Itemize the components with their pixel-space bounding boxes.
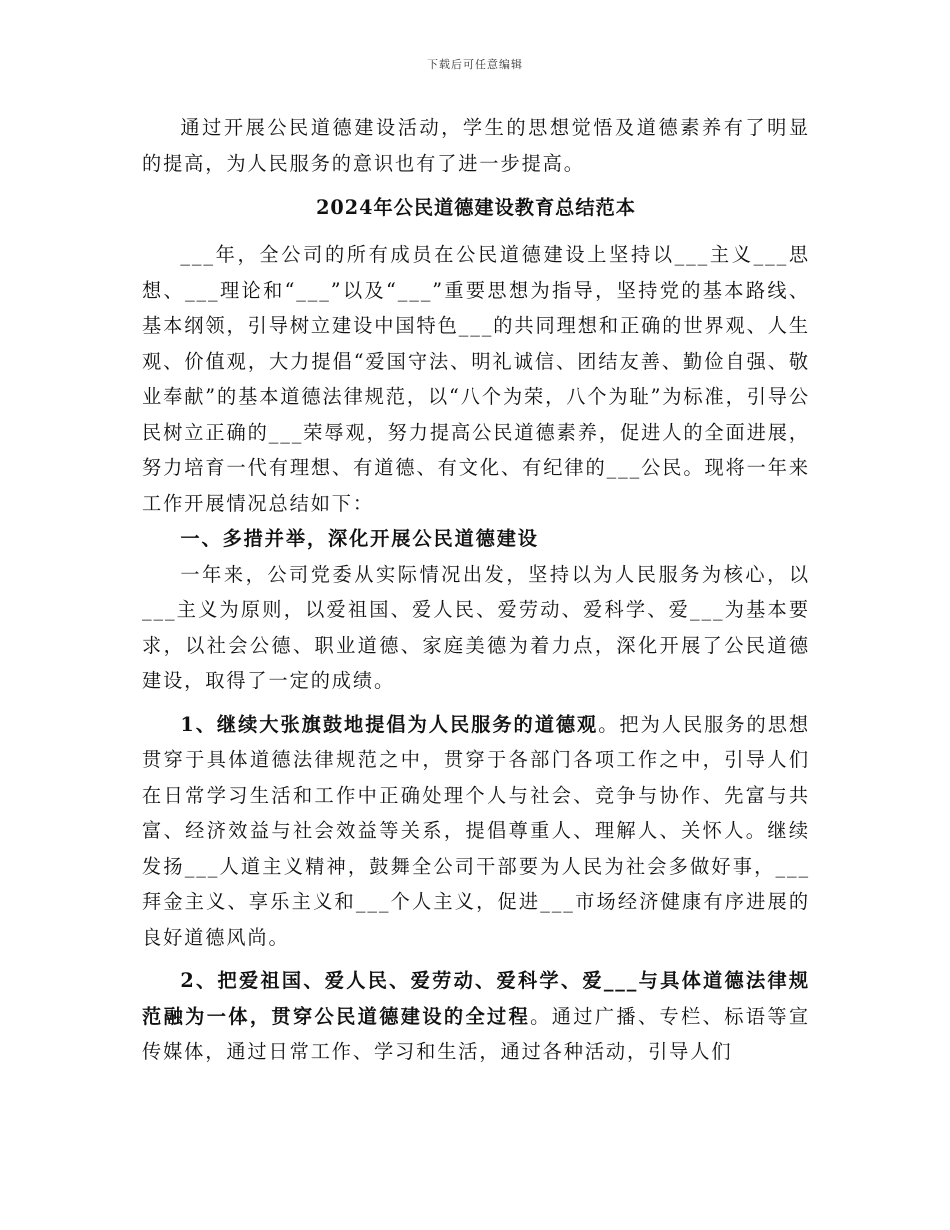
item-1-paragraph: [142, 707, 810, 956]
document-title: 2024年公民道德建设教育总结范本: [316, 196, 636, 219]
opening-paragraph: ___年，全公司的所有成员在公民道德建设上坚持以___主义___思想、___理论和“___”以及“___”重要思想为指导，坚持党的基本路线、基本纲领，引导树立建设中国特色___的共同理想和正确的世界观、人生观、价值观，大力提倡“爱国守法、明礼诚信、团结友善、勤俭自强、敬业奉献”的基本道德法律规范，以“八个为荣，八个为耻”为标准，引导公民树立正确的___荣辱观，努力提高公民道德素养，促进人的全面进展，努力培育一代有理想、有道德、有文化、有纪律的___公民。现将一年来工作开展情况总结如下：: [142, 243, 810, 515]
item-2-paragraph: [142, 963, 810, 1070]
intro-paragraph: 通过开展公民道德建设活动，学生的思想觉悟及道德素养有了明显的提高，为人民服务的意识也有了进一步提高。: [142, 116, 810, 175]
item-2-lead: 2、把爱祖国、爱人民、爱劳动、爱科学、爱___与具体道德法律规范融为一体，贯穿公民道德建设的全过程: [142, 969, 810, 1028]
item-1-text: 。把为人民服务的思想贯穿于具体道德法律规范之中，贯穿于各部门各项工作之中，引导人们在日常学习生活和工作中正确处理个人与社会、竞争与协作、先富与共富、经济效益与社会效益等关系，提倡尊重人、理解人、关怀人。继续发扬___人道主义精神，鼓舞全公司干部要为人民为社会多做好事，___拜金主义、享乐主义和___个人主义，促进___市场经济健康有序进展的良好道德风尚。: [142, 712, 810, 949]
section-heading-1: 一、多措并举，深化开展公民道德建设: [180, 527, 539, 550]
document-body: [142, 110, 810, 1070]
header-note: 下载后可任意编辑: [427, 58, 523, 71]
item-2-text: 。通过广播、专栏、标语等宣传媒体，通过日常工作、学习和生活，通过各种活动，引导人们: [142, 1004, 811, 1063]
paragraph-spacer: [142, 699, 810, 707]
item-1-lead: 1、继续大张旗鼓地提倡为人民服务的道德观: [180, 712, 599, 736]
section-1-paragraph: 一年来，公司党委从实际情况出发，坚持以为人民服务为核心，以___主义为原则，以爱祖国、爱人民、爱劳动、爱科学、爱___为基本要求，以社会公德、职业道德、家庭美德为着力点，深化开展了公民道德建设，取得了一定的成绩。: [142, 562, 810, 692]
paragraph-spacer: [142, 955, 810, 963]
